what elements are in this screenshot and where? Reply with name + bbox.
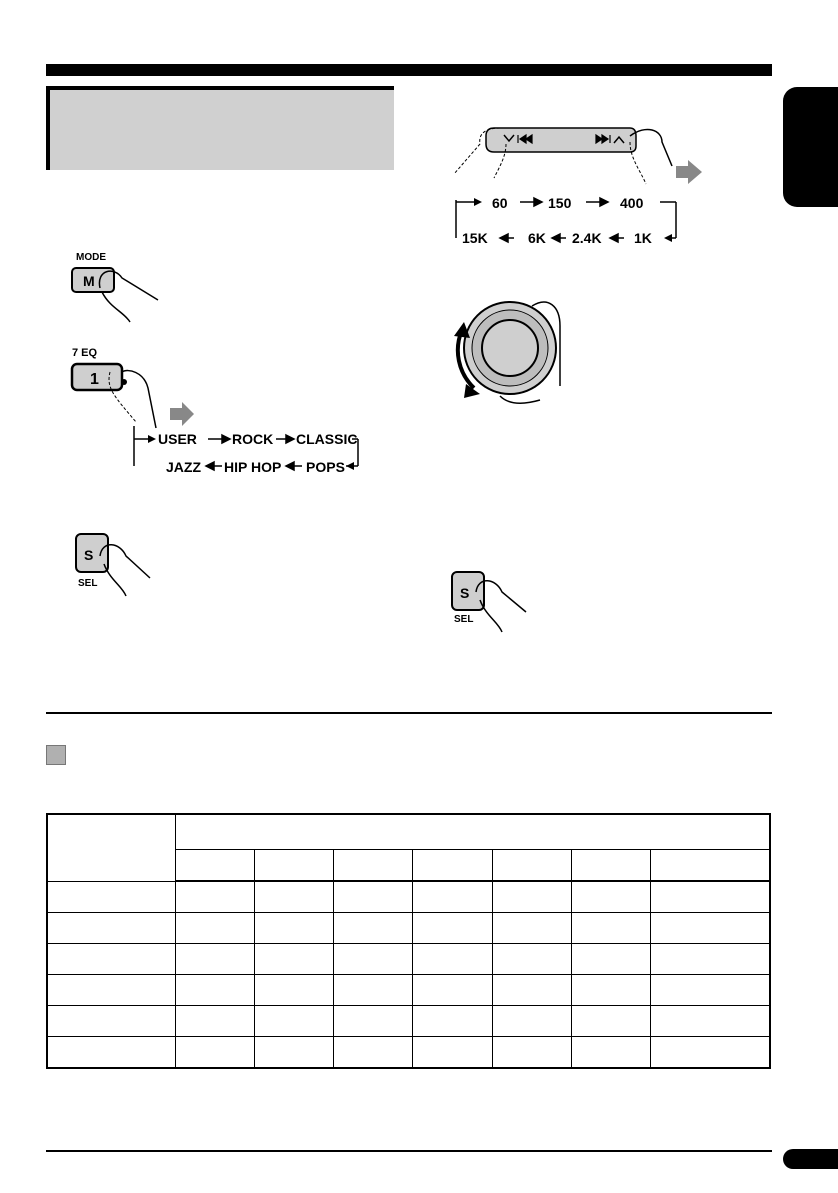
subsection-marker: [46, 745, 66, 765]
table-cell: [334, 1006, 413, 1037]
table-cell: [334, 913, 413, 944]
table-cell: [334, 1037, 413, 1069]
table-cell: [175, 913, 254, 944]
table-cell: [413, 881, 492, 913]
freq-15k: 15K: [462, 230, 488, 244]
eq-flow-rock: ROCK: [232, 431, 274, 447]
table-cell: [492, 1037, 571, 1069]
table-row: [47, 913, 770, 944]
freq-2-4k: 2.4K: [572, 230, 602, 244]
eq-button-illustration: [66, 342, 196, 432]
language-tab: [783, 87, 838, 207]
table-header-row: [47, 814, 770, 850]
table-cell: [651, 913, 770, 944]
sel-caption-left: SEL: [78, 578, 98, 589]
frequency-cycle: [448, 192, 684, 244]
freq-150: 150: [548, 195, 572, 211]
table-cell: [175, 944, 254, 975]
seek-button-illustration: [450, 118, 710, 192]
table-cell: [413, 913, 492, 944]
table-cell: [492, 850, 571, 882]
table-cell: [175, 975, 254, 1006]
eq-flow-user: USER: [158, 431, 197, 447]
table-cell: [572, 850, 651, 882]
table-cell: [572, 1037, 651, 1069]
table-cell: [492, 944, 571, 975]
table-row: [47, 881, 770, 913]
arrow-right-icon: [170, 402, 194, 426]
table-cell: [334, 944, 413, 975]
table-cell: [413, 1006, 492, 1037]
table-row: [47, 1037, 770, 1069]
freq-400: 400: [620, 195, 644, 211]
sel-key-left-label: S: [84, 547, 94, 563]
freq-60: 60: [492, 195, 508, 211]
table-cell: [47, 1006, 175, 1037]
finger-icon: [122, 371, 156, 428]
table-cell: [492, 1006, 571, 1037]
table-header-cell: [47, 814, 175, 881]
table-header-cell: [175, 814, 770, 850]
table-cell: [47, 1037, 175, 1069]
table-cell: [651, 944, 770, 975]
table-cell: [175, 1037, 254, 1069]
table-cell: [254, 913, 333, 944]
table-cell: [492, 913, 571, 944]
section-heading-box: [46, 86, 394, 170]
eq-mode-cycle: [126, 426, 366, 476]
table-cell: [334, 975, 413, 1006]
table-cell: [254, 881, 333, 913]
table-cell: [254, 1037, 333, 1069]
sel-button-left-illustration: [70, 530, 160, 600]
table-cell: [492, 975, 571, 1006]
table-cell: [651, 850, 770, 882]
eq-caption: 7 EQ: [72, 347, 98, 359]
arrow-right-icon: [676, 160, 702, 184]
table-cell: [47, 881, 175, 913]
eq-flow-classic: CLASSIC: [296, 431, 358, 447]
eq-key-label: 1: [90, 371, 99, 388]
table-cell: [254, 850, 333, 882]
table-cell: [254, 944, 333, 975]
table-cell: [47, 975, 175, 1006]
table-cell: [413, 944, 492, 975]
eq-flow-pops: POPS: [306, 459, 345, 475]
table-cell: [413, 1037, 492, 1069]
sel-caption-right: SEL: [454, 614, 474, 625]
eq-preset-table: [46, 813, 771, 1069]
table-cell: [334, 881, 413, 913]
eq-flow-hiphop: HIP HOP: [224, 459, 282, 475]
freq-1k: 1K: [634, 230, 652, 244]
table-cell: [413, 975, 492, 1006]
table-cell: [334, 850, 413, 882]
table-row: [47, 944, 770, 975]
top-rule: [46, 64, 772, 76]
table-cell: [651, 881, 770, 913]
table-cell: [47, 913, 175, 944]
freq-6k: 6K: [528, 230, 546, 244]
table-row: [47, 1006, 770, 1037]
table-cell: [572, 913, 651, 944]
table-cell: [254, 1006, 333, 1037]
page-number-tab: [783, 1149, 838, 1169]
table-cell: [492, 881, 571, 913]
table-cell: [651, 1037, 770, 1069]
table-row: [47, 975, 770, 1006]
mode-button-illustration: [66, 248, 166, 330]
table-cell: [651, 1006, 770, 1037]
table-cell: [413, 850, 492, 882]
table-cell: [572, 1006, 651, 1037]
table-cell: [175, 881, 254, 913]
footer-rule: [46, 1150, 772, 1152]
eq-flow-jazz: JAZZ: [166, 459, 201, 475]
table-cell: [175, 850, 254, 882]
sel-button-right-illustration: [446, 568, 536, 638]
mode-caption: MODE: [76, 252, 106, 263]
mode-key-label: M: [83, 273, 95, 289]
section-divider: [46, 712, 772, 714]
table-cell: [572, 975, 651, 1006]
sel-key-right-label: S: [460, 585, 470, 601]
table-cell: [254, 975, 333, 1006]
table-cell: [572, 881, 651, 913]
volume-dial-illustration: [440, 296, 580, 416]
table-cell: [47, 944, 175, 975]
table-cell: [175, 1006, 254, 1037]
table-cell: [572, 944, 651, 975]
table-cell: [651, 975, 770, 1006]
